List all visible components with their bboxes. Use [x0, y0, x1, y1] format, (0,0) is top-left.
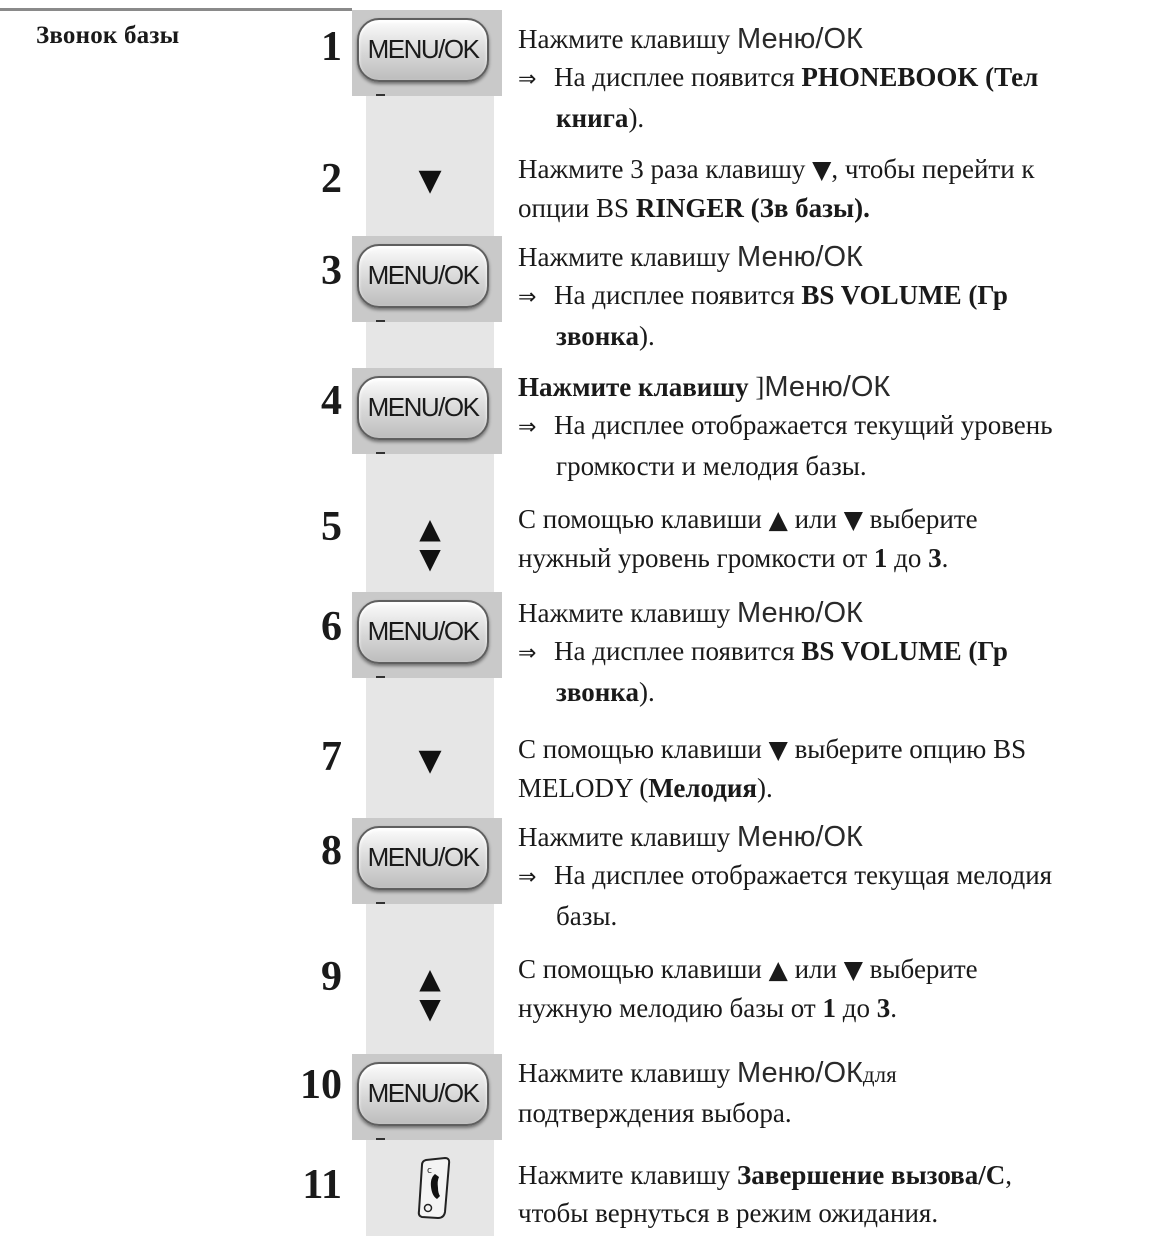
- down-triangle-icon: ▼: [418, 163, 442, 198]
- display-label: VOLUME (Гр: [840, 636, 1008, 666]
- instruction-text: подтверждения выбора.: [518, 1098, 792, 1128]
- key-tick: [376, 902, 385, 904]
- step-text: [518, 594, 1158, 711]
- down-triangle-icon: ▼: [419, 992, 441, 1025]
- key-tick: [376, 94, 385, 96]
- display-label: звонка: [556, 321, 639, 351]
- instruction-text: , чтобы перейти к: [831, 154, 1035, 184]
- step-text: [518, 1054, 1158, 1132]
- result-text: На дисплее появится: [554, 280, 802, 310]
- step-text: [518, 20, 1158, 137]
- result-text: На дисплее появится: [554, 636, 802, 666]
- instruction-text: выберите: [862, 504, 978, 534]
- instruction-text: до: [835, 993, 877, 1023]
- display-label: PHONEBOOK (Тел: [801, 62, 1039, 92]
- display-label: Мелодия: [648, 773, 758, 803]
- instruction-text: Нажмите клавишу: [518, 822, 738, 852]
- result-arrow-icon: ⇒: [518, 865, 537, 890]
- section-title: Звонок базы: [36, 22, 180, 49]
- menu-ok-key-panel: [352, 818, 502, 904]
- menu-ok-key-panel: [352, 592, 502, 678]
- step-number: 5: [321, 504, 342, 550]
- value-text: 1: [822, 993, 836, 1023]
- menu-ok-key-panel: [352, 236, 502, 322]
- instruction-text: выберите опцию BS: [787, 734, 1027, 764]
- display-label: RINGER (Зв базы).: [635, 193, 870, 223]
- menu-ok-key[interactable]: MENU/OK: [357, 18, 489, 82]
- down-triangle-icon: ▼: [419, 542, 441, 575]
- svg-text:c: c: [427, 1166, 432, 1176]
- menu-ok-label: Меню/ОК: [737, 1057, 863, 1089]
- punctuation: ,: [1005, 1160, 1013, 1190]
- menu-ok-label: Меню/ОК: [737, 241, 863, 273]
- display-label: звонка: [556, 677, 639, 707]
- instruction-text: С помощью клавиши: [518, 954, 769, 984]
- instruction-text: выберите: [862, 954, 978, 984]
- menu-ok-key-panel: [352, 10, 502, 96]
- instruction-text: Нажмите клавишу: [518, 598, 738, 628]
- instruction-text: до: [887, 543, 929, 573]
- result-text: На дисплее появится: [554, 62, 802, 92]
- instruction-text: С помощью клавиши: [518, 504, 769, 534]
- menu-ok-key-panel: [352, 368, 502, 454]
- up-triangle-icon: ▲: [768, 955, 788, 984]
- menu-ok-label: Меню/ОК: [737, 821, 863, 853]
- menu-ok-key[interactable]: MENU/OK: [357, 1062, 489, 1126]
- display-label: BS: [801, 280, 841, 310]
- end-call-icon-graphic: [414, 1156, 454, 1220]
- step-text: [518, 730, 1158, 807]
- result-text: базы.: [556, 901, 618, 931]
- step-text: [518, 368, 1158, 485]
- step-text: [518, 238, 1158, 355]
- step-number: 3: [321, 248, 342, 294]
- step-number: 4: [321, 378, 342, 424]
- up-triangle-icon: ▲: [419, 962, 441, 995]
- key-name: Завершение вызова/С: [737, 1160, 1006, 1190]
- key-tick: [376, 1138, 385, 1140]
- result-text: громкости и мелодия базы.: [556, 451, 867, 481]
- value-text: 3: [876, 993, 891, 1023]
- down-triangle-icon: ▼: [843, 505, 863, 534]
- instruction-text: или: [787, 504, 844, 534]
- result-arrow-icon: ⇒: [518, 285, 537, 310]
- punctuation: ).: [638, 677, 655, 707]
- up-triangle-icon: ▲: [768, 505, 788, 534]
- up-triangle-icon: ▲: [419, 512, 441, 545]
- punctuation: .: [890, 993, 897, 1023]
- instruction-text: для: [862, 1062, 897, 1087]
- down-triangle-icon: ▼: [812, 155, 832, 184]
- key-tick: [376, 320, 385, 322]
- result-arrow-icon: ⇒: [518, 415, 537, 440]
- key-tick: [376, 676, 385, 678]
- instruction-text: нужную мелодию базы от: [518, 993, 823, 1023]
- instruction-text: Нажмите клавишу: [518, 24, 738, 54]
- punctuation: ).: [757, 773, 773, 803]
- end-call-icon[interactable]: [414, 1156, 454, 1220]
- result-text: На дисплее отображается текущий уровень: [554, 410, 1053, 440]
- instruction-text: С помощью клавиши: [518, 734, 769, 764]
- step-text: [518, 818, 1158, 935]
- step-number: 7: [321, 734, 342, 780]
- instruction-text: MELODY (: [518, 773, 649, 803]
- punctuation: .: [941, 543, 949, 573]
- menu-ok-label: Меню/ОК: [737, 597, 863, 629]
- menu-ok-label: Меню/ОК: [764, 371, 891, 403]
- step-text: [518, 1156, 1158, 1232]
- instruction-text: Нажмите 3 раза клавишу: [518, 154, 813, 184]
- step-number: 2: [321, 156, 342, 202]
- step-number: 9: [321, 954, 342, 1000]
- bracket-mark: ]: [755, 372, 765, 402]
- menu-ok-label: Меню/ОК: [737, 23, 863, 55]
- punctuation: ).: [628, 103, 645, 133]
- step-text: [518, 150, 1158, 227]
- menu-ok-key[interactable]: MENU/OK: [357, 244, 489, 308]
- step-text: [518, 950, 1158, 1027]
- display-label: VOLUME (Гр: [840, 280, 1008, 310]
- menu-ok-key[interactable]: MENU/OK: [357, 600, 489, 664]
- result-text: На дисплее отображается текущая мелодия: [554, 860, 1053, 890]
- up-down-triangles-icon: [408, 514, 452, 574]
- result-arrow-icon: ⇒: [518, 67, 537, 92]
- display-label: книга: [556, 103, 629, 133]
- instruction-text: нужный уровень громкости от: [518, 543, 874, 573]
- down-triangle-icon: ▼: [768, 735, 788, 764]
- step-text: [518, 500, 1158, 577]
- instruction-text: Нажмите клавишу: [518, 1160, 738, 1190]
- down-triangle-icon: ▼: [418, 743, 442, 778]
- down-triangle-icon: ▼: [843, 955, 863, 984]
- menu-ok-key-panel: [352, 1054, 502, 1140]
- step-number: 1: [321, 24, 342, 70]
- instruction-text: Нажмите клавишу: [518, 372, 756, 402]
- display-label: BS: [801, 636, 841, 666]
- value-text: 1: [873, 543, 888, 573]
- instruction-text: опции BS: [518, 193, 636, 223]
- step-number: 6: [321, 604, 342, 650]
- key-tick: [376, 452, 385, 454]
- menu-ok-key[interactable]: MENU/OK: [357, 826, 489, 890]
- result-arrow-icon: ⇒: [518, 641, 537, 666]
- punctuation: ).: [638, 321, 655, 351]
- section-top-rule: [0, 8, 352, 11]
- step-number: 8: [321, 828, 342, 874]
- instruction-text: Нажмите клавишу: [518, 1058, 738, 1088]
- instruction-text: чтобы вернуться в режим ожидания.: [518, 1198, 939, 1228]
- step-number: 11: [302, 1162, 342, 1208]
- menu-ok-key[interactable]: MENU/OK: [357, 376, 489, 440]
- value-text: 3: [928, 543, 942, 573]
- instruction-text: Нажмите клавишу: [518, 242, 738, 272]
- instruction-text: или: [787, 954, 844, 984]
- up-down-triangles-icon: [408, 964, 452, 1024]
- step-number: 10: [300, 1062, 342, 1108]
